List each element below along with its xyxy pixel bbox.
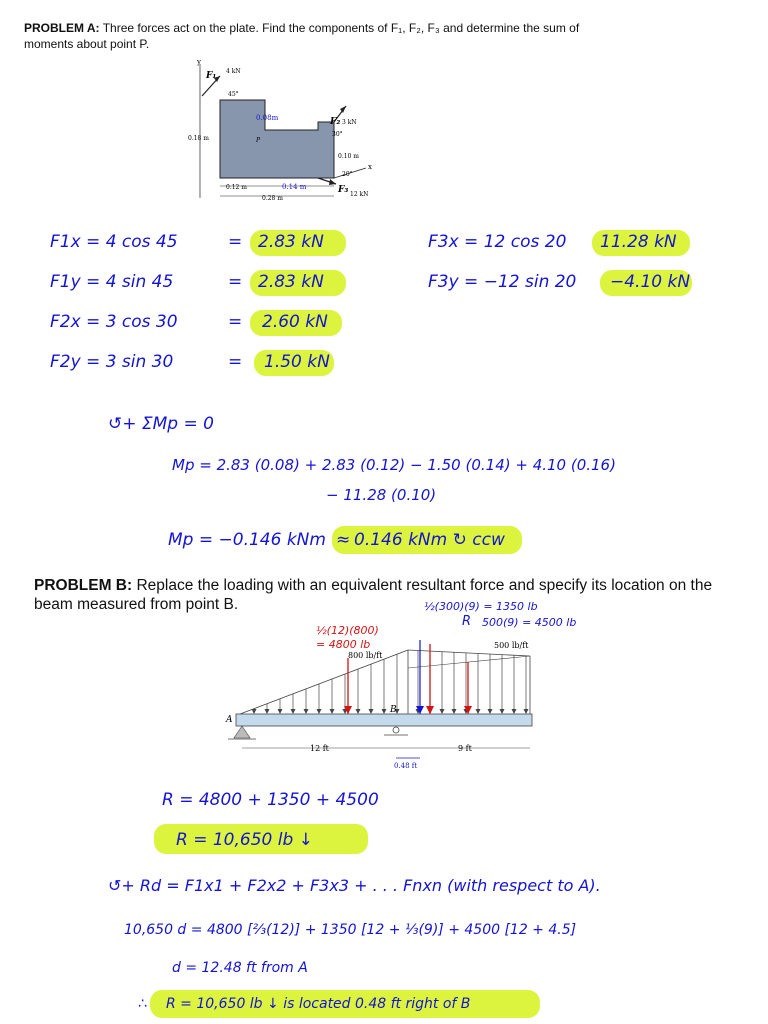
load-arrow-head bbox=[330, 709, 335, 714]
problem-b-statement bbox=[34, 576, 734, 614]
load-arrow-head bbox=[488, 709, 493, 714]
eq-f2x: F2x = 3 cos 30 bbox=[50, 312, 178, 332]
conclusion: R = 10,650 lb ↓ is located 0.48 ft right of B bbox=[166, 996, 471, 1012]
note-left-1: ½(12)(800) bbox=[316, 624, 379, 637]
load-arrow-head bbox=[252, 709, 257, 714]
res-f1x: 2.83 kN bbox=[258, 232, 324, 252]
load-arrow-head bbox=[500, 709, 505, 714]
offset-label: 0.48 ft bbox=[394, 762, 418, 770]
dim-028: 0.28 m bbox=[262, 195, 283, 202]
load-arrow-head bbox=[317, 709, 322, 714]
eq-f3y: F3y = −12 sin 20 bbox=[428, 272, 577, 292]
axis-y-label: y bbox=[197, 58, 201, 66]
point-b: B bbox=[390, 705, 397, 715]
problem-a-text: Three forces act on the plate. Find the components of F₁, F₂, F₃ and determine the sum of moments about point P. bbox=[24, 21, 580, 51]
f2-angle: 30° bbox=[332, 131, 343, 138]
plate-shape bbox=[220, 100, 334, 178]
note-triangle-load: ½(300)(9) = 1350 lb bbox=[424, 600, 538, 613]
load-arrow-head bbox=[291, 709, 296, 714]
load-arrow-head bbox=[382, 709, 387, 714]
load-arrow-head bbox=[452, 709, 457, 714]
note-rect-load: 500(9) = 4500 lb bbox=[482, 616, 577, 629]
res-f1y: 2.83 kN bbox=[258, 272, 324, 292]
load-arrow-head bbox=[304, 709, 309, 714]
f1-label: F₁ bbox=[206, 71, 217, 81]
mp-expression-1: Mp = 2.83 (0.08) + 2.83 (0.12) − 1.50 (0.14) + 4.10 (0.16) bbox=[172, 456, 616, 474]
f1-magnitude: 4 kN bbox=[226, 68, 241, 75]
f1-angle: 45° bbox=[228, 91, 239, 98]
f3-angle: 20° bbox=[342, 171, 353, 178]
problem-a-label: PROBLEM A: bbox=[24, 21, 100, 35]
r-sum: R = 4800 + 1350 + 4500 bbox=[162, 790, 379, 810]
load-arrow-head bbox=[369, 709, 374, 714]
problem-b-label: PROBLEM B: bbox=[34, 577, 133, 594]
f3-magnitude: 12 kN bbox=[350, 191, 369, 198]
r-final: R = 10,650 lb ↓ bbox=[176, 830, 313, 850]
f3-label: F₃ bbox=[338, 185, 349, 195]
dim-010: 0.10 m bbox=[338, 153, 359, 160]
span-9ft: 9 ft bbox=[458, 744, 472, 753]
note-resultant: R bbox=[462, 614, 472, 629]
res-f3y: −4.10 kN bbox=[610, 272, 691, 292]
sum-moments-p: ↺+ ΣMp = 0 bbox=[108, 414, 214, 434]
eq-sign-1: = bbox=[228, 232, 243, 252]
eq-sign-4: = bbox=[228, 352, 243, 372]
span-12ft: 12 ft bbox=[310, 744, 329, 753]
eq-sign-2: = bbox=[228, 272, 243, 292]
therefore-symbol: ∴ bbox=[138, 996, 147, 1012]
load-800: 800 lb/ft bbox=[348, 651, 383, 660]
res-f2x: 2.60 kN bbox=[262, 312, 328, 332]
load-arrow-head bbox=[512, 709, 517, 714]
problem-a-statement bbox=[24, 20, 584, 52]
eq-sign-3: = bbox=[228, 312, 243, 332]
eq-f1x: F1x = 4 cos 45 bbox=[50, 232, 178, 252]
d-result: d = 12.48 ft from A bbox=[172, 960, 308, 976]
load-500: 500 lb/ft bbox=[494, 641, 529, 650]
eq-f2y: F2y = 3 sin 30 bbox=[50, 352, 174, 372]
note-left-2: = 4800 lb bbox=[316, 638, 371, 651]
f2-label: F₂ bbox=[330, 117, 341, 127]
d-equation: 10,650 d = 4800 [⅔(12)] + 1350 [12 + ⅓(9)] + 4500 [12 + 4.5] bbox=[124, 922, 577, 938]
load-arrow-head bbox=[440, 709, 445, 714]
dim-012: 0.12 m bbox=[226, 184, 247, 191]
figure-b bbox=[220, 640, 550, 770]
load-arrow-head bbox=[476, 709, 481, 714]
problem-b-text: Replace the loading with an equivalent resultant force and specify its location on the beam measured from point B. bbox=[34, 577, 713, 613]
mp-result: Mp = −0.146 kNm bbox=[168, 530, 326, 550]
figure-a bbox=[170, 58, 400, 208]
point-p: P bbox=[256, 137, 261, 144]
load-arrow-head bbox=[265, 709, 270, 714]
hand-dim-008: 0.08m bbox=[256, 114, 279, 122]
dim-018: 0.18 m bbox=[188, 135, 209, 142]
load-arrow-head bbox=[356, 709, 361, 714]
mp-final: 0.146 kNm ↻ ccw bbox=[354, 530, 505, 550]
moment-statement: ↺+ Rd = F1x1 + F2x2 + F3x3 + . . . Fnxn (with respect to A). bbox=[108, 876, 601, 895]
point-a: A bbox=[226, 715, 233, 725]
eq-f1y: F1y = 4 sin 45 bbox=[50, 272, 174, 292]
hand-dim-014: 0.14 m bbox=[282, 183, 307, 191]
load-arrow-head bbox=[524, 709, 529, 714]
load-arrow-head bbox=[278, 709, 283, 714]
res-f2y: 1.50 kN bbox=[264, 352, 330, 372]
axis-x-label: x bbox=[368, 163, 372, 171]
mp-approx: ≈ bbox=[336, 530, 351, 550]
res-f3x: 11.28 kN bbox=[600, 232, 677, 252]
eq-f3x: F3x = 12 cos 20 bbox=[428, 232, 567, 252]
f2-magnitude: 3 kN bbox=[342, 119, 357, 126]
mp-expression-2: − 11.28 (0.10) bbox=[326, 486, 437, 504]
